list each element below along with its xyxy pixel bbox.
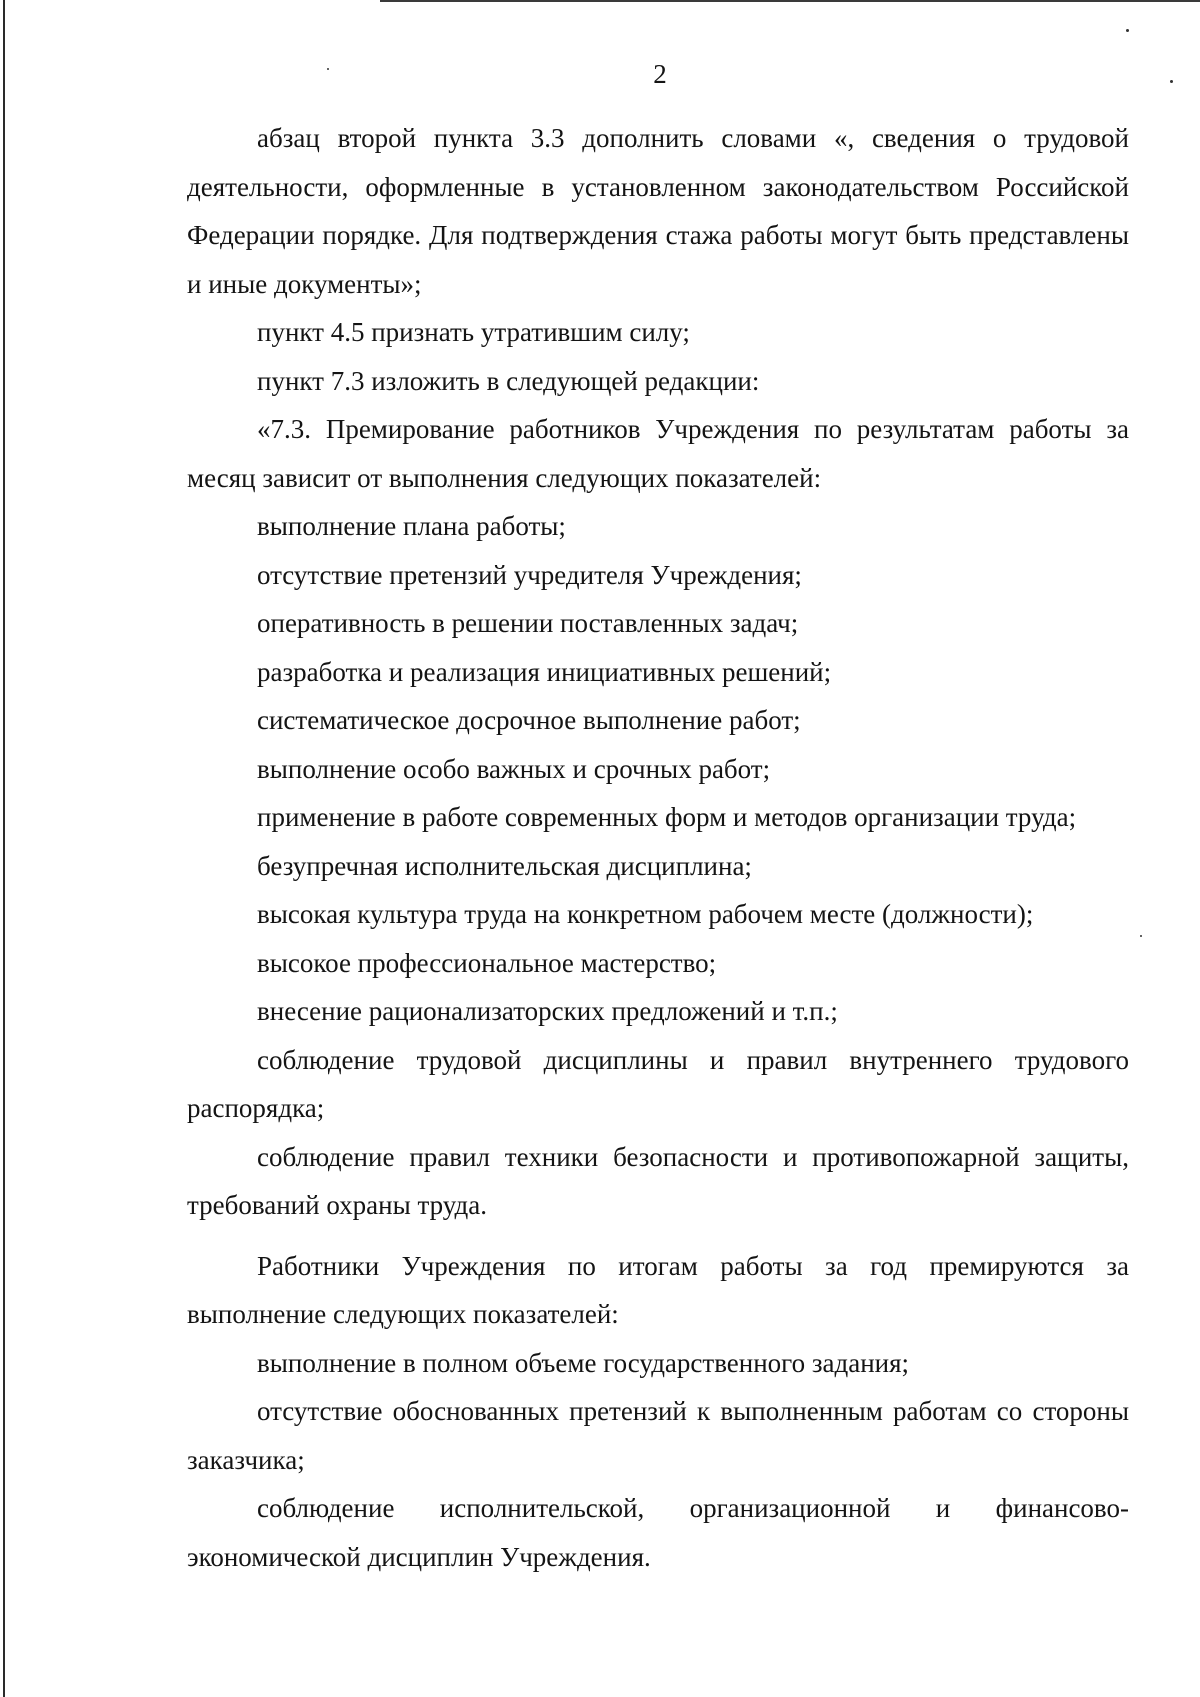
list-item: высокое профессиональное мастерство; bbox=[257, 947, 717, 978]
list-item: выполнение в полном объеме государственного задания; bbox=[257, 1347, 910, 1378]
paragraph: пункт 7.3 изложить в следующей редакции: bbox=[257, 365, 760, 396]
scan-left-edge bbox=[3, 0, 5, 1697]
list-item: выполнение особо важных и срочных работ; bbox=[257, 753, 771, 784]
scan-top-edge bbox=[380, 0, 1200, 2]
list-item: выполнение плана работы; bbox=[257, 511, 566, 541]
list-item: соблюдение правил техники безопасности и противопожарной защиты, требований охраны труда. bbox=[187, 1141, 1129, 1220]
list-item: отсутствие обоснованных претензий к выполненным работам со стороны заказчика; bbox=[187, 1396, 1129, 1475]
paragraph: абзац второй пункта 3.3 дополнить словами «, сведения о трудовой деятельности, оформленные в установленном законодательством Российской Федерации порядке. Для подтверждения стажа работы могут быть представлены и иные документы»; bbox=[187, 123, 1129, 299]
list-item: систематическое досрочное выполнение работ; bbox=[257, 705, 801, 735]
paragraph: Работники Учреждения по итогам работы за год премируются за выполнение следующих показателей: bbox=[187, 1250, 1129, 1329]
list-item: высокая культура труда на конкретном рабочем месте (должности); bbox=[257, 899, 1034, 929]
scan-speck bbox=[1140, 935, 1142, 937]
list-item: внесение рационализаторских предложений и т.п.; bbox=[257, 996, 838, 1026]
page-number: 2 bbox=[653, 59, 667, 89]
paragraph: пункт 4.5 признать утратившим силу; bbox=[257, 317, 690, 347]
list-item: разработка и реализация инициативных решений; bbox=[257, 656, 832, 687]
list-item: соблюдение исполнительской, организационной и финансово-экономической дисциплин Учреждения. bbox=[187, 1493, 1129, 1572]
list-item: оперативность в решении поставленных задач; bbox=[257, 608, 799, 638]
scan-speck bbox=[1126, 29, 1129, 32]
paragraph: «7.3. Премирование работников Учреждения по результатам работы за месяц зависит от выполнения следующих показателей: bbox=[187, 414, 1129, 493]
list-item: отсутствие претензий учредителя Учреждения; bbox=[257, 559, 802, 590]
list-item: безупречная исполнительская дисциплина; bbox=[257, 850, 752, 881]
list-item: применение в работе современных форм и методов организации труда; bbox=[257, 802, 1077, 832]
list-item: соблюдение трудовой дисциплины и правил внутреннего трудового распорядка; bbox=[187, 1044, 1129, 1123]
body-text bbox=[187, 114, 1129, 1581]
